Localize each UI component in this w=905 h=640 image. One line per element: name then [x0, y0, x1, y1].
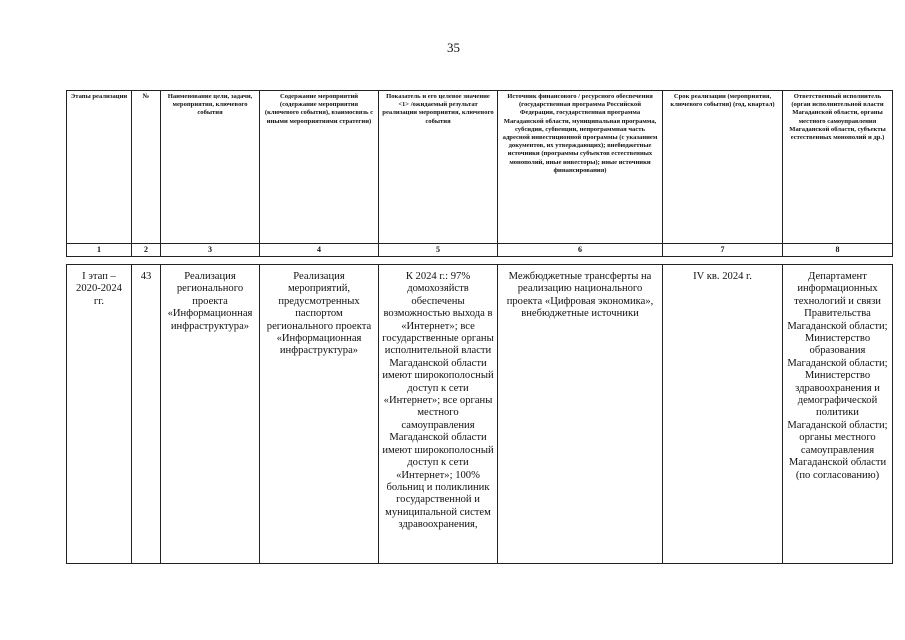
- cell-content: Реализация мероприятий, предусмотренных паспортом регионального проекта «Информационная инфраструктура»: [260, 265, 379, 564]
- column-number: 6: [498, 244, 663, 257]
- header-number: №: [132, 91, 161, 244]
- cell-funding: Межбюджетные трансферты на реализацию национального проекта «Цифровая экономика», внебюджетные источники: [498, 265, 663, 564]
- header-deadline: Срок реализации (мероприятия, ключевого события) (год, квартал): [663, 91, 783, 244]
- column-number-row: [67, 244, 893, 257]
- header-executor: Ответственный исполнитель (орган исполнительной власти Магаданской области, органы местного самоуправления Магаданской области, субъекты естественных монополий и др.): [783, 91, 893, 244]
- column-number: 4: [260, 244, 379, 257]
- header-funding: Источник финансового / ресурсного обеспечения (государственная программа Российской Федерации, государственная программа Магаданской области, муниципальная программа, субсидии, субвенции, непрограммная часть адресной инвестиционной программы (с указанием документов, их утверждающих); внебюджетные источники (программы субъектов естественных монополий, иные инвесторы); иные источники финансирования): [498, 91, 663, 244]
- column-number: 2: [132, 244, 161, 257]
- cell-number: 43: [132, 265, 161, 564]
- header-stage: Этапы реализации: [67, 91, 132, 244]
- column-number: 7: [663, 244, 783, 257]
- cell-indicator: К 2024 г.: 97% домохозяйств обеспечены возможностью выхода в «Интернет»; все государственные органы исполнительной власти Магаданской области имеют широкополосный доступ к сети «Интернет»; все органы местного самоуправления Магаданской области имеют широкополосный доступ к сети «Интернет»; 100% больниц и поликлиник государственной и муниципальной систем здравоохранения,: [379, 265, 498, 564]
- cell-stage: I этап – 2020-2024 гг.: [67, 265, 132, 564]
- column-number: 1: [67, 244, 132, 257]
- table-header-row: [67, 91, 893, 244]
- table-gap: [67, 257, 893, 265]
- table-row: [67, 265, 893, 564]
- measures-table: [66, 90, 893, 564]
- cell-deadline: IV кв. 2024 г.: [663, 265, 783, 564]
- page-number: 35: [447, 40, 460, 55]
- header-name: Наименование цели, задачи, мероприятия, ключевого события: [161, 91, 260, 244]
- cell-executor: Департамент информационных технологий и связи Правительства Магаданской области; Министерство образования Магаданской области; Министерство здравоохранения и демографической политики Магаданской области; органы местного самоуправления Магаданской области (по согласованию): [783, 265, 893, 564]
- column-number: 3: [161, 244, 260, 257]
- column-number: 8: [783, 244, 893, 257]
- column-number: 5: [379, 244, 498, 257]
- cell-name: Реализация регионального проекта «Информационная инфраструктура»: [161, 265, 260, 564]
- header-indicator: Показатель и его целевое значение <1> /ожидаемый результат реализации мероприятия, ключевого события: [379, 91, 498, 244]
- header-content: Содержание мероприятий (содержание мероприятия (ключевого события), взаимосвязь с иными мероприятиями стратегии): [260, 91, 379, 244]
